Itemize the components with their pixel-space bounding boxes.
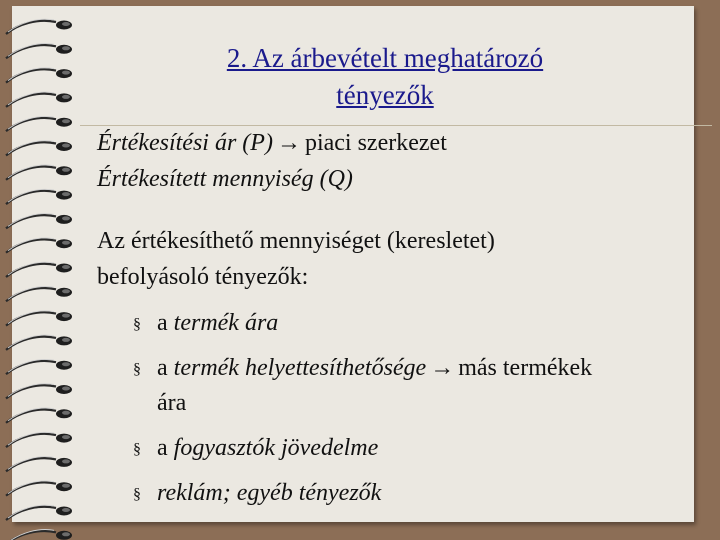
item-prefix: a xyxy=(157,310,168,336)
item-rest: más termékek xyxy=(458,355,593,381)
list-item xyxy=(157,435,378,462)
title-line-2: tényezők xyxy=(336,80,434,110)
list-item xyxy=(157,480,381,507)
item-italic: termék helyettesíthetősége xyxy=(173,355,427,381)
intro-line-2: befolyásoló tényezők: xyxy=(97,264,309,290)
divider xyxy=(80,125,712,126)
list-item xyxy=(157,310,278,337)
binding-ring xyxy=(6,505,72,520)
item-prefix: a xyxy=(157,435,168,461)
binding-ring xyxy=(6,481,72,496)
binding-ring xyxy=(6,335,72,350)
binding-ring xyxy=(6,19,72,34)
quantity-label: Értékesített mennyiség (Q) xyxy=(97,166,353,192)
price-rest: piaci szerkezet xyxy=(304,130,447,156)
binding-ring xyxy=(6,287,72,302)
title-line-1: 2. Az árbevételt meghatározó xyxy=(226,43,544,73)
binding-ring xyxy=(6,68,72,83)
binding-ring xyxy=(6,141,72,156)
quantity-line xyxy=(97,166,353,193)
binding-ring xyxy=(6,311,72,326)
bullet-icon: § xyxy=(133,316,141,333)
binding-ring xyxy=(6,238,72,253)
arrow-icon: → xyxy=(276,130,301,156)
binding-ring xyxy=(6,116,72,131)
binding-ring xyxy=(6,165,72,180)
binding-ring xyxy=(6,189,72,204)
bullet-icon: § xyxy=(133,361,141,378)
binding-ring xyxy=(6,262,72,277)
list-item-continuation: ára xyxy=(157,390,187,416)
list-item xyxy=(157,355,592,382)
binding-ring xyxy=(6,408,72,423)
binding-ring xyxy=(6,530,72,540)
binding-ring xyxy=(6,384,72,399)
bullet-icon: § xyxy=(133,486,141,503)
price-line xyxy=(97,130,447,157)
intro-line-1: Az értékesíthető mennyiséget (keresletet) xyxy=(97,228,495,254)
binding-ring xyxy=(6,359,72,374)
spiral-binding-icon xyxy=(0,0,80,540)
binding-ring xyxy=(6,432,72,447)
arrow-icon: → xyxy=(430,355,455,381)
item-italic: fogyasztók jövedelme xyxy=(173,435,379,461)
price-label: Értékesítési ár (P) xyxy=(97,130,273,156)
bullet-icon: § xyxy=(133,441,141,458)
binding-ring xyxy=(6,214,72,229)
item-prefix: a xyxy=(157,355,168,381)
item-italic: termék ára xyxy=(173,310,279,336)
binding-ring xyxy=(6,92,72,107)
binding-ring xyxy=(6,44,72,59)
item-italic: reklám; egyéb tényezők xyxy=(157,480,382,506)
binding-ring xyxy=(6,457,72,472)
slide-title xyxy=(110,40,660,114)
